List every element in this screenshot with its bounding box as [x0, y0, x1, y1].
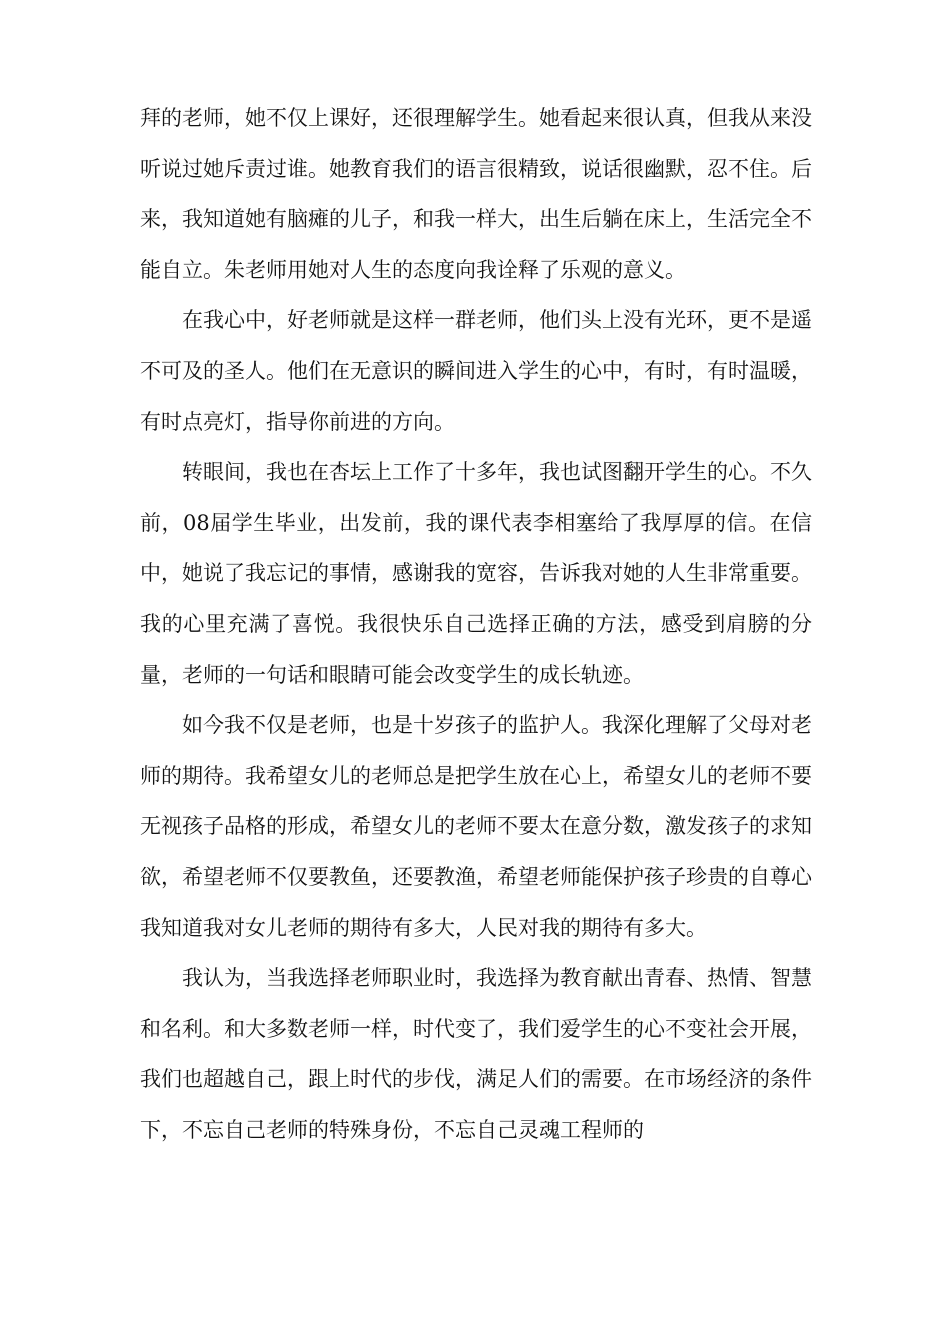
paragraph: 在我心中，好老师就是这样一群老师，他们头上没有光环，更不是遥不可及的圣人。他们在无意识的瞬间进入学生的心中，有时，有时温暖，有时点亮灯，指导你前进的方向。	[140, 308, 812, 434]
paragraph: 转眼间，我也在杏坛上工作了十多年，我也试图翻开学生的心。不久前，08届学生毕业，出发前，我的课代表李相塞给了我厚厚的信。在信中，她说了我忘记的事情，感谢我的宽容，告诉我对她的人生非常重要。我的心里充满了喜悦。我很快乐自己选择正确的方法，感受到肩膀的分量，老师的一句话和眼睛可能会改变学生的成长轨迹。	[140, 460, 812, 687]
paragraph-continued: 拜的老师，她不仅上课好，还很理解学生。她看起来很认真，但我从来没听说过她斥责过谁。她教育我们的语言很精致，说话很幽默，忍不住。后来，我知道她有脑瘫的儿子，和我一样大，出生后躺在床上，生活完全不能自立。朱老师用她对人生的态度向我诠释了乐观的意义。	[140, 106, 812, 282]
paragraph: 如今我不仅是老师，也是十岁孩子的监护人。我深化理解了父母对老师的期待。我希望女儿的老师总是把学生放在心上，希望女儿的老师不要无视孩子品格的形成，希望女儿的老师不要太在意分数，激发孩子的求知欲，希望老师不仅要教鱼，还要教渔，希望老师能保护孩子珍贵的自尊心我知道我对女儿老师的期待有多大，人民对我的期待有多大。	[140, 713, 812, 940]
paragraph: 我认为，当我选择老师职业时，我选择为教育献出青春、热情、智慧和名利。和大多数老师一样，时代变了，我们爱学生的心不变社会开展，我们也超越自己，跟上时代的步伐，满足人们的需要。在市场经济的条件下，不忘自己老师的特殊身份，不忘自己灵魂工程师的	[140, 966, 812, 1142]
document-body	[140, 93, 812, 1155]
